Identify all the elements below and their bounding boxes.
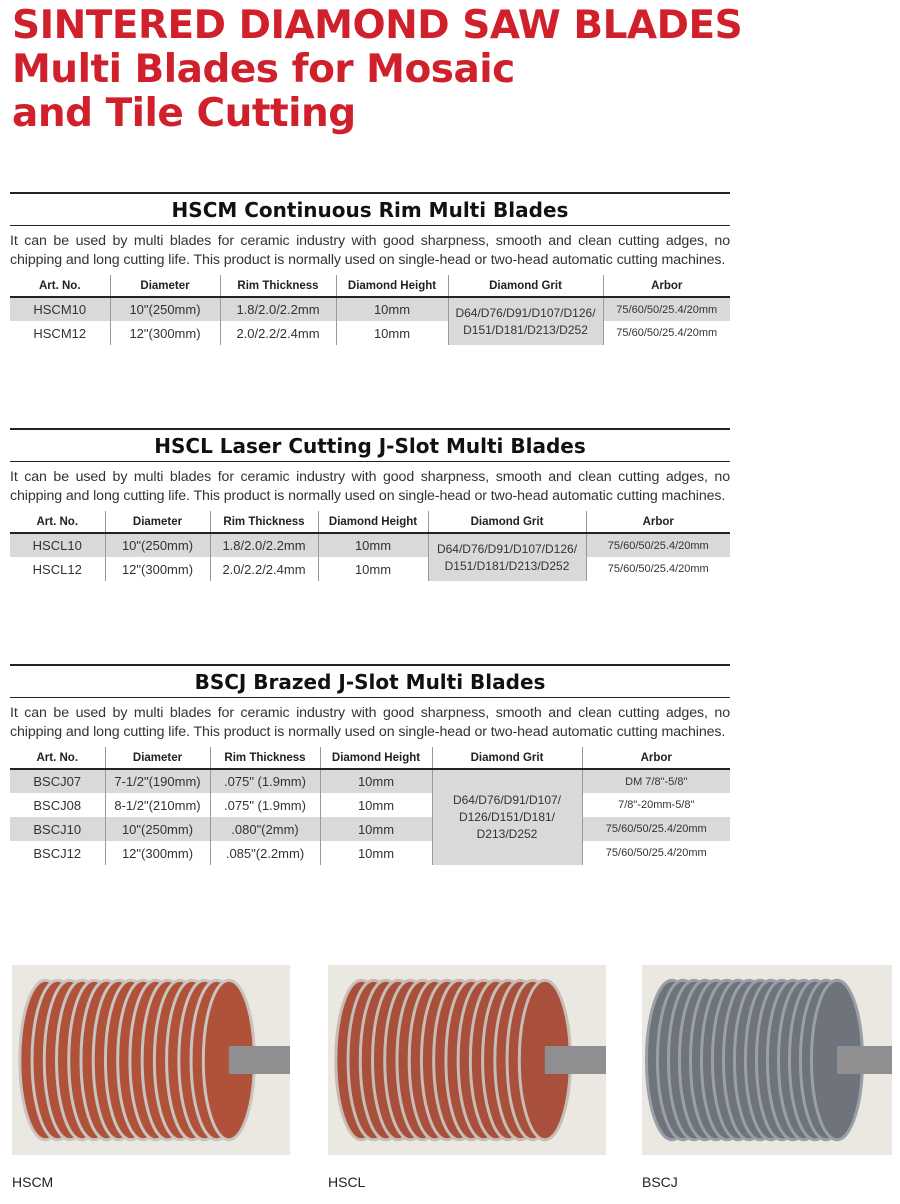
column-header: Arbor <box>586 511 730 533</box>
table-row <box>10 321 730 345</box>
section-hscl <box>10 428 730 581</box>
arbor-cell: 75/60/50/25.4/20mm <box>616 327 718 339</box>
section-description: It can be used by multi blades for ceramic industry with good sharpness, smooth and clean cutting adges, no chipping and long cutting life. This product is normally used on single-head or two-head automatic cutting machines. <box>10 705 730 740</box>
column-header: Diameter <box>105 747 210 769</box>
diameter-cell: 8-1/2"(210mm) <box>105 793 210 817</box>
column-header: Diameter <box>105 511 210 533</box>
arbor-cell: 75/60/50/25.4/20mm <box>605 847 707 859</box>
arbor-cell: 75/60/50/25.4/20mm <box>607 563 709 575</box>
column-header: Rim Thickness <box>220 275 336 297</box>
column-header: Arbor <box>582 747 730 769</box>
rim-thickness-cell: 1.8/2.0/2.2mm <box>210 533 318 557</box>
diamond-grit-cell: D64/D76/D91/D107/D126/ D151/D181/D213/D252 <box>448 297 603 345</box>
blade-stack-image <box>12 965 290 1155</box>
diameter-cell: 12"(300mm) <box>110 321 220 345</box>
art-no-cell: HSCL12 <box>10 557 105 581</box>
art-no-cell: HSCM10 <box>10 297 110 321</box>
diamond-height-cell: 10mm <box>320 793 432 817</box>
column-header: Diameter <box>110 275 220 297</box>
diamond-height-cell: 10mm <box>336 321 448 345</box>
rim-thickness-cell: .080"(2mm) <box>210 817 320 841</box>
art-no-cell: HSCL10 <box>10 533 105 557</box>
page-title <box>12 3 743 136</box>
art-no-cell: BSCJ07 <box>10 769 105 793</box>
table-row <box>10 769 730 793</box>
diameter-cell: 10"(250mm) <box>105 817 210 841</box>
column-header: Art. No. <box>10 511 105 533</box>
section-heading: BSCJ Brazed J-Slot Multi Blades <box>10 664 730 698</box>
rim-thickness-cell: 1.8/2.0/2.2mm <box>220 297 336 321</box>
column-header: Diamond Grit <box>448 275 603 297</box>
column-header: Rim Thickness <box>210 511 318 533</box>
column-header: Arbor <box>603 275 730 297</box>
caption-hscl: HSCL <box>328 1174 366 1190</box>
rim-thickness-cell: .075" (1.9mm) <box>210 793 320 817</box>
rim-thickness-cell: .085"(2.2mm) <box>210 841 320 865</box>
arbor-cell: 7/8"-20mm-5/8" <box>618 799 695 811</box>
diamond-grit-cell: D64/D76/D91/D107/ D126/D151/D181/ D213/D252 <box>432 769 582 865</box>
column-header: Diamond Height <box>336 275 448 297</box>
title-line-2: Multi Blades for Mosaic <box>12 47 515 92</box>
diameter-cell: 12"(300mm) <box>105 557 210 581</box>
section-bscj <box>10 664 730 865</box>
rim-thickness-cell: 2.0/2.2/2.4mm <box>220 321 336 345</box>
table-row <box>10 793 730 817</box>
table-header-row <box>10 275 730 297</box>
spec-table <box>10 275 730 345</box>
photo-hscl <box>328 965 606 1155</box>
table-header-row <box>10 511 730 533</box>
column-header: Diamond Height <box>318 511 428 533</box>
column-header: Diamond Grit <box>428 511 586 533</box>
diamond-grit-cell: D64/D76/D91/D107/D126/ D151/D181/D213/D252 <box>428 533 586 581</box>
photo-bscj <box>642 965 892 1155</box>
diamond-height-cell: 10mm <box>320 769 432 793</box>
arbor-cell: 75/60/50/25.4/20mm <box>586 533 730 557</box>
spec-table <box>10 747 730 865</box>
rim-thickness-cell: 2.0/2.2/2.4mm <box>210 557 318 581</box>
diamond-height-cell: 10mm <box>320 841 432 865</box>
title-line-1: SINTERED DIAMOND SAW BLADES <box>12 3 743 48</box>
table-row <box>10 297 730 321</box>
section-hscm <box>10 192 730 345</box>
table-row <box>10 841 730 865</box>
diameter-cell: 10"(250mm) <box>105 533 210 557</box>
shaft <box>229 1046 290 1074</box>
photo-hscm <box>12 965 290 1155</box>
column-header: Art. No. <box>10 275 110 297</box>
art-no-cell: BSCJ12 <box>10 841 105 865</box>
blade-stack-image <box>328 965 606 1155</box>
shaft <box>545 1046 606 1074</box>
diamond-height-cell: 10mm <box>318 533 428 557</box>
diameter-cell: 10"(250mm) <box>110 297 220 321</box>
title-line-3: and Tile Cutting <box>12 91 356 136</box>
column-header: Diamond Height <box>320 747 432 769</box>
arbor-cell: DM 7/8"-5/8" <box>582 769 730 793</box>
spec-table <box>10 511 730 581</box>
rim-thickness-cell: .075" (1.9mm) <box>210 769 320 793</box>
diamond-height-cell: 10mm <box>318 557 428 581</box>
table-row <box>10 817 730 841</box>
table-row <box>10 557 730 581</box>
diameter-cell: 12"(300mm) <box>105 841 210 865</box>
arbor-cell: 75/60/50/25.4/20mm <box>582 817 730 841</box>
art-no-cell: BSCJ10 <box>10 817 105 841</box>
art-no-cell: HSCM12 <box>10 321 110 345</box>
column-header: Diamond Grit <box>432 747 582 769</box>
table-header-row <box>10 747 730 769</box>
section-description: It can be used by multi blades for ceramic industry with good sharpness, smooth and clean cutting adges, no chipping and long cutting life. This product is normally used on single-head or two-head automatic cutting machines. <box>10 469 730 504</box>
section-heading: HSCM Continuous Rim Multi Blades <box>10 192 730 226</box>
blade-stack-image <box>642 965 892 1155</box>
caption-hscm: HSCM <box>12 1174 54 1190</box>
column-header: Art. No. <box>10 747 105 769</box>
product-photos <box>0 965 900 1165</box>
table-row <box>10 533 730 557</box>
section-description: It can be used by multi blades for ceramic industry with good sharpness, smooth and clean cutting adges, no chipping and long cutting life. This product is normally used on single-head or two-head automatic cutting machines. <box>10 233 730 268</box>
caption-bscj: BSCJ <box>642 1174 678 1190</box>
diamond-height-cell: 10mm <box>320 817 432 841</box>
shaft <box>837 1046 892 1074</box>
arbor-cell: 75/60/50/25.4/20mm <box>603 297 730 321</box>
section-heading: HSCL Laser Cutting J-Slot Multi Blades <box>10 428 730 462</box>
column-header: Rim Thickness <box>210 747 320 769</box>
art-no-cell: BSCJ08 <box>10 793 105 817</box>
diamond-height-cell: 10mm <box>336 297 448 321</box>
diameter-cell: 7-1/2"(190mm) <box>105 769 210 793</box>
